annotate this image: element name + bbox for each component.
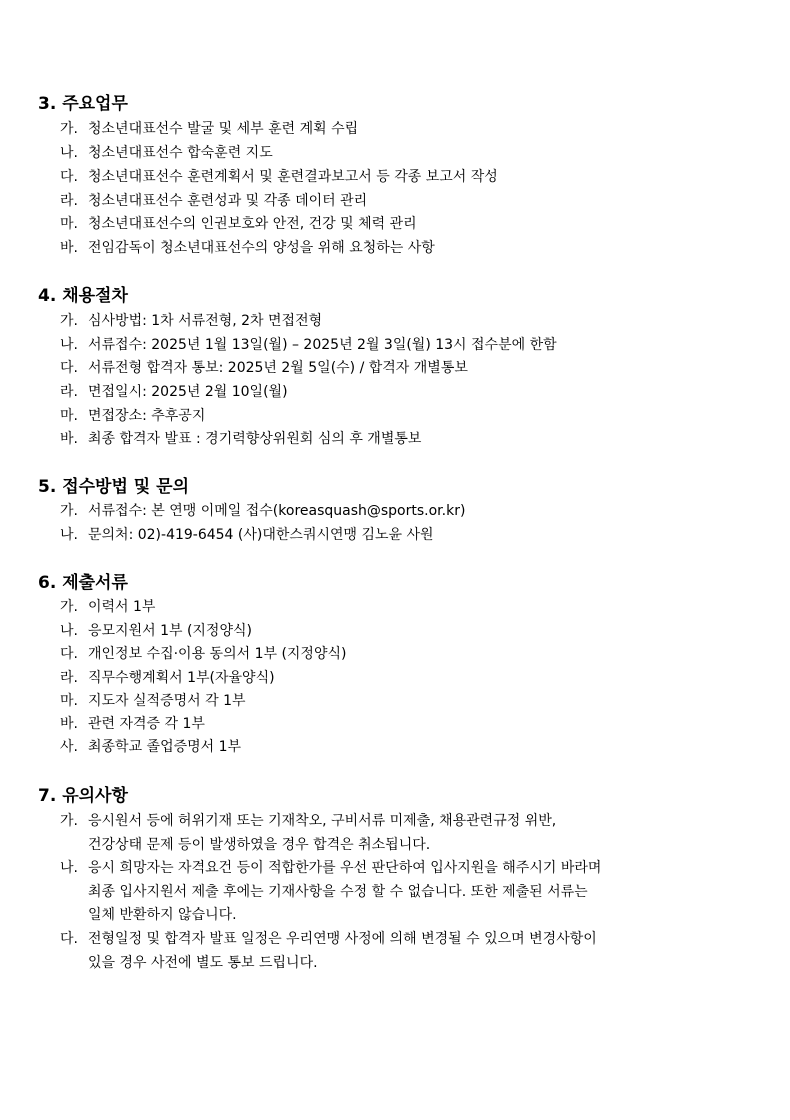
item-marker: 나. — [60, 527, 78, 543]
list-item — [60, 405, 205, 429]
item-marker: 나. — [60, 623, 78, 639]
item-marker: 나. — [60, 860, 78, 876]
list-item — [60, 857, 601, 928]
section-heading-notes: 7. 유의사항 — [38, 786, 128, 806]
item-text: 청소년대표선수 훈련성과 및 각종 데이터 관리 — [88, 193, 368, 209]
item-marker: 마. — [60, 216, 78, 232]
list-item — [60, 190, 367, 214]
item-marker: 다. — [60, 169, 78, 185]
list-item — [60, 237, 435, 261]
section-heading-application-contact: 5. 접수방법 및 문의 — [38, 477, 189, 497]
list-item — [60, 310, 322, 334]
item-marker: 마. — [60, 408, 78, 424]
list-item — [60, 142, 273, 166]
list-item — [60, 334, 557, 358]
item-text: 건강상태 문제 등이 발생하였을 경우 합격은 취소됩니다. — [88, 836, 431, 853]
item-marker: 나. — [60, 145, 78, 161]
list-item — [60, 213, 417, 237]
item-marker: 다. — [60, 646, 78, 662]
item-text: 응시원서 등에 허위기재 또는 기재착오, 구비서류 미제출, 채용관련규정 위반, — [88, 813, 557, 829]
section-heading-documents: 6. 제출서류 — [38, 573, 128, 593]
item-text: 최종 합격자 발표 : 경기력향상위원회 심의 후 개별통보 — [88, 431, 422, 447]
item-marker: 가. — [60, 813, 78, 829]
item-marker: 가. — [60, 503, 78, 519]
section-heading-duties: 3. 주요업무 — [38, 94, 128, 114]
item-text: 청소년대표선수의 인권보호와 안전, 건강 및 체력 관리 — [88, 216, 417, 232]
item-text: 전임감독이 청소년대표선수의 양성을 위해 요청하는 사항 — [88, 240, 435, 256]
item-text: 면접일시: 2025년 2월 10일(월) — [88, 384, 288, 400]
item-marker: 사. — [60, 739, 78, 755]
list-item — [60, 381, 288, 405]
list-item — [60, 643, 346, 667]
list-item — [60, 166, 498, 190]
item-text: 청소년대표선수 훈련계획서 및 훈련결과보고서 등 각종 보고서 작성 — [88, 169, 498, 185]
item-text: 관련 자격증 각 1부 — [88, 716, 205, 732]
item-text: 최종 입사지원서 제출 후에는 기재사항을 수정 할 수 없습니다. 또한 제출된 서류는 — [88, 883, 588, 900]
item-marker: 다. — [60, 931, 78, 947]
item-marker: 가. — [60, 313, 78, 329]
item-text: 서류접수: 2025년 1월 13일(월) – 2025년 2월 3일(월) 13시 접수분에 한함 — [88, 337, 557, 353]
list-item — [60, 810, 556, 857]
item-text: 지도자 실적증명서 각 1부 — [88, 693, 246, 709]
list-item — [60, 620, 252, 644]
item-text: 응시 희망자는 자격요건 등이 적합한가를 우선 판단하여 입사지원을 해주시기 바라며 — [88, 860, 602, 876]
item-text: 전형일정 및 합격자 발표 일정은 우리연맹 사정에 의해 변경될 수 있으며 변경사항이 — [88, 931, 597, 947]
item-text: 심사방법: 1차 서류전형, 2차 면접전형 — [88, 313, 323, 329]
item-marker: 라. — [60, 670, 78, 686]
item-line — [60, 857, 601, 881]
item-marker: 바. — [60, 431, 78, 447]
item-text: 청소년대표선수 발굴 및 세부 훈련 계획 수립 — [88, 121, 359, 137]
list-item — [60, 736, 241, 760]
item-line — [60, 810, 556, 834]
list-item — [60, 357, 468, 381]
item-text: 응모지원서 1부 (지정양식) — [88, 623, 252, 639]
item-text: 서류접수: 본 연맹 이메일 접수(koreasquash@sports.or.kr) — [88, 503, 466, 519]
list-item — [60, 690, 246, 714]
item-text: 청소년대표선수 합숙훈련 지도 — [88, 145, 273, 161]
item-marker: 나. — [60, 337, 78, 353]
item-text: 서류전형 합격자 통보: 2025년 2월 5일(수) / 합격자 개별통보 — [88, 360, 468, 376]
list-item — [60, 524, 434, 548]
item-text: 최종학교 졸업증명서 1부 — [88, 739, 242, 755]
item-text: 문의처: 02)-419-6454 (사)대한스쿼시연맹 김노윤 사원 — [88, 527, 434, 543]
list-item — [60, 596, 155, 620]
list-item — [60, 713, 205, 737]
section-heading-hiring-process: 4. 채용절차 — [38, 286, 128, 306]
item-marker: 바. — [60, 240, 78, 256]
item-text: 일체 반환하지 않습니다. — [88, 907, 237, 923]
item-marker: 가. — [60, 599, 78, 615]
item-text: 면접장소: 추후공지 — [88, 408, 206, 424]
item-marker: 다. — [60, 360, 78, 376]
list-item — [60, 118, 358, 142]
list-item — [60, 667, 275, 691]
item-marker: 마. — [60, 693, 78, 709]
list-item — [60, 500, 465, 524]
item-marker: 라. — [60, 193, 78, 209]
item-marker: 바. — [60, 716, 78, 732]
list-item — [60, 428, 421, 452]
item-text: 개인정보 수집·이용 동의서 1부 (지정양식) — [88, 646, 347, 662]
item-marker: 라. — [60, 384, 78, 400]
item-text: 이력서 1부 — [88, 599, 156, 615]
item-marker: 가. — [60, 121, 78, 137]
item-text: 있을 경우 사전에 별도 통보 드립니다. — [88, 954, 318, 971]
item-line — [60, 928, 597, 952]
list-item — [60, 928, 597, 975]
item-text: 직무수행계획서 1부(자율양식) — [88, 670, 275, 686]
